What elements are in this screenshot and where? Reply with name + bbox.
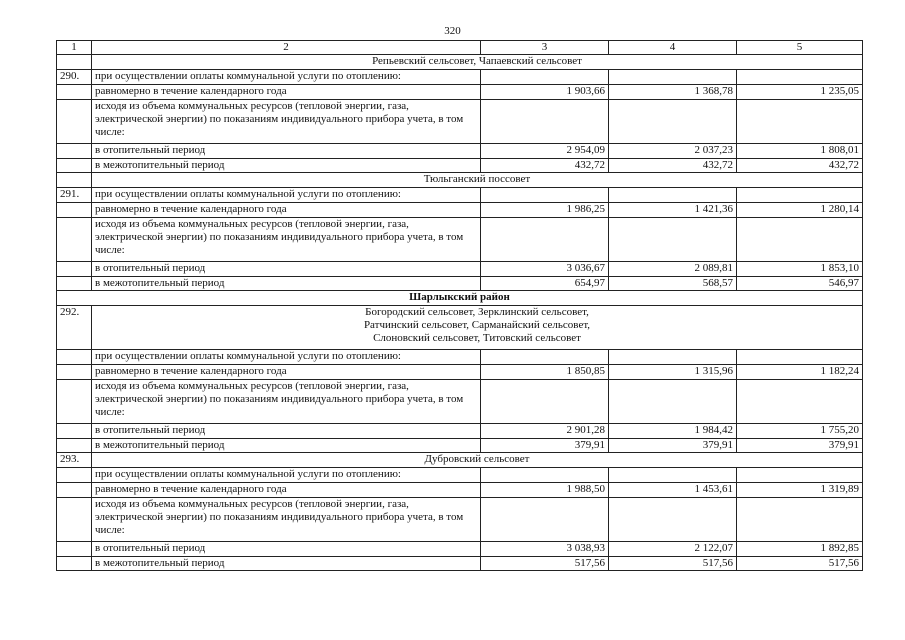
section-title-line: Богородский сельсовет, Зерклинский сельсовет, (365, 306, 589, 318)
value-cell: 2 122,07 (609, 542, 737, 557)
value-cell (609, 380, 737, 424)
value-cell (609, 468, 737, 483)
row-label: равномерно в течение календарного года (92, 203, 481, 218)
value-cell: 379,91 (737, 439, 863, 453)
table-row (57, 188, 863, 203)
section-title-row (57, 453, 863, 468)
table-row (57, 100, 863, 144)
value-cell (481, 468, 609, 483)
table-row (57, 439, 863, 453)
row-label: при осуществлении оплаты коммунальной услуги по отоплению: (92, 468, 481, 483)
value-cell (737, 380, 863, 424)
value-cell (609, 70, 737, 85)
table-row (57, 218, 863, 262)
row-number (57, 557, 92, 571)
value-cell: 432,72 (481, 159, 609, 173)
value-cell: 568,57 (609, 277, 737, 291)
row-number (57, 498, 92, 542)
row-number (57, 85, 92, 100)
section-title: Тюльганский поссовет (92, 173, 863, 188)
value-cell: 1 182,24 (737, 365, 863, 380)
value-cell: 1 984,42 (609, 424, 737, 439)
value-cell (609, 218, 737, 262)
row-label: при осуществлении оплаты коммунальной услуги по отоплению: (92, 188, 481, 203)
value-cell (737, 218, 863, 262)
value-cell: 1 903,66 (481, 85, 609, 100)
row-label: исходя из объема коммунальных ресурсов (тепловой энергии, газа, электрической энергии) по показаниям индивидуального прибора учета, в том числе: (92, 380, 481, 424)
value-cell: 1 986,25 (481, 203, 609, 218)
table-row (57, 350, 863, 365)
row-number (57, 439, 92, 453)
value-cell: 517,56 (481, 557, 609, 571)
value-cell: 517,56 (737, 557, 863, 571)
value-cell: 517,56 (609, 557, 737, 571)
row-number: 293. (57, 453, 92, 468)
row-label: при осуществлении оплаты коммунальной услуги по отоплению: (92, 350, 481, 365)
value-cell: 1 988,50 (481, 483, 609, 498)
table-row (57, 483, 863, 498)
table-row (57, 70, 863, 85)
row-number (57, 350, 92, 365)
row-number (57, 218, 92, 262)
row-label: исходя из объема коммунальных ресурсов (тепловой энергии, газа, электрической энергии) по показаниям индивидуального прибора учета, в том числе: (92, 498, 481, 542)
row-label: в межотопительный период (92, 439, 481, 453)
table-row (57, 159, 863, 173)
value-cell: 1 319,89 (737, 483, 863, 498)
value-cell: 1 235,05 (737, 85, 863, 100)
row-label: в межотопительный период (92, 557, 481, 571)
value-cell: 1 421,36 (609, 203, 737, 218)
value-cell: 1 853,10 (737, 262, 863, 277)
table-row (57, 277, 863, 291)
table-row (57, 144, 863, 159)
value-cell (609, 188, 737, 203)
row-number: 291. (57, 188, 92, 203)
table-row (57, 380, 863, 424)
value-cell (609, 498, 737, 542)
value-cell (481, 350, 609, 365)
value-cell: 1 850,85 (481, 365, 609, 380)
value-cell: 546,97 (737, 277, 863, 291)
row-label: исходя из объема коммунальных ресурсов (тепловой энергии, газа, электрической энергии) по показаниям индивидуального прибора учета, в том числе: (92, 100, 481, 144)
value-cell: 2 089,81 (609, 262, 737, 277)
value-cell (737, 468, 863, 483)
row-number (57, 262, 92, 277)
value-cell (481, 498, 609, 542)
value-cell: 1 280,14 (737, 203, 863, 218)
section-title: Дубровский сельсовет (92, 453, 863, 468)
table-row (57, 424, 863, 439)
section-title (92, 306, 863, 350)
table-row (57, 203, 863, 218)
value-cell: 2 037,23 (609, 144, 737, 159)
value-cell: 1 808,01 (737, 144, 863, 159)
row-label: в межотопительный период (92, 277, 481, 291)
value-cell (737, 100, 863, 144)
section-title-row (57, 306, 863, 350)
row-number (57, 100, 92, 144)
row-label: исходя из объема коммунальных ресурсов (тепловой энергии, газа, электрической энергии) по показаниям индивидуального прибора учета, в том числе: (92, 218, 481, 262)
value-cell: 1 315,96 (609, 365, 737, 380)
value-cell: 1 453,61 (609, 483, 737, 498)
value-cell: 3 036,67 (481, 262, 609, 277)
value-cell: 2 954,09 (481, 144, 609, 159)
value-cell (481, 188, 609, 203)
value-cell: 1 755,20 (737, 424, 863, 439)
table-row (57, 557, 863, 571)
table-row (57, 468, 863, 483)
row-label: при осуществлении оплаты коммунальной услуги по отоплению: (92, 70, 481, 85)
row-number (57, 483, 92, 498)
district-title: Шарлыкский район (57, 291, 863, 306)
row-number (57, 277, 92, 291)
value-cell: 654,97 (481, 277, 609, 291)
row-label: равномерно в течение календарного года (92, 85, 481, 100)
value-cell (609, 100, 737, 144)
row-number (57, 159, 92, 173)
header-col-3: 3 (481, 41, 609, 55)
row-number (57, 424, 92, 439)
value-cell: 432,72 (609, 159, 737, 173)
section-title-row (57, 55, 863, 70)
value-cell (737, 70, 863, 85)
row-label: в отопительный период (92, 542, 481, 557)
table-row (57, 542, 863, 557)
value-cell (481, 70, 609, 85)
page-number: 320 (444, 25, 461, 37)
value-cell (737, 498, 863, 542)
value-cell (609, 350, 737, 365)
value-cell: 1 368,78 (609, 85, 737, 100)
section-title-line: Ратчинский сельсовет, Сарманайский сельсовет, (363, 319, 591, 331)
row-number (57, 365, 92, 380)
row-label: в отопительный период (92, 424, 481, 439)
row-number (57, 203, 92, 218)
value-cell: 2 901,28 (481, 424, 609, 439)
section-title-line: Слоновский сельсовет, Титовский сельсовет (373, 332, 581, 344)
table-row (57, 262, 863, 277)
value-cell (481, 100, 609, 144)
row-label: в межотопительный период (92, 159, 481, 173)
value-cell: 1 892,85 (737, 542, 863, 557)
section-title: Репьевский сельсовет, Чапаевский сельсовет (92, 55, 863, 70)
row-label: равномерно в течение календарного года (92, 365, 481, 380)
value-cell: 379,91 (481, 439, 609, 453)
value-cell (737, 350, 863, 365)
header-col-2: 2 (92, 41, 481, 55)
value-cell: 379,91 (609, 439, 737, 453)
value-cell (481, 380, 609, 424)
row-number: 292. (57, 306, 92, 350)
table-row (57, 498, 863, 542)
header-col-1: 1 (57, 41, 92, 55)
section-title-row (57, 173, 863, 188)
row-label: в отопительный период (92, 262, 481, 277)
value-cell: 3 038,93 (481, 542, 609, 557)
value-cell (737, 188, 863, 203)
table-row (57, 365, 863, 380)
tariff-table (56, 40, 863, 571)
header-col-5: 5 (737, 41, 863, 55)
district-row (57, 291, 863, 306)
value-cell: 432,72 (737, 159, 863, 173)
table-row (57, 85, 863, 100)
section-title-blank (57, 173, 92, 188)
row-number: 290. (57, 70, 92, 85)
header-row (57, 41, 863, 55)
row-number (57, 542, 92, 557)
row-number (57, 468, 92, 483)
row-label: в отопительный период (92, 144, 481, 159)
row-number (57, 380, 92, 424)
header-col-4: 4 (609, 41, 737, 55)
row-label: равномерно в течение календарного года (92, 483, 481, 498)
section-title-blank (57, 55, 92, 70)
value-cell (481, 218, 609, 262)
row-number (57, 144, 92, 159)
